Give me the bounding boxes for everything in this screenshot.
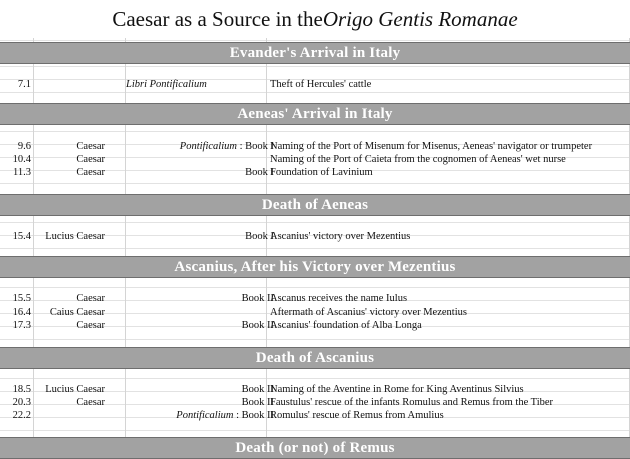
author-cell: Caesar	[76, 167, 105, 178]
table-row	[0, 140, 630, 153]
grid-line	[0, 222, 630, 223]
description-cell: Ascanius' foundation of Alba Longa	[270, 320, 422, 331]
grid-line	[0, 92, 630, 93]
author-cell: Lucius Caesar	[45, 231, 105, 242]
ref-cell: 20.3	[12, 397, 31, 408]
author-cell: Caius Caesar	[49, 307, 105, 318]
title-italic: Origo Gentis Romanae	[322, 6, 518, 31]
ref-cell: 9.6	[17, 141, 31, 152]
table-row	[0, 166, 630, 179]
work-cell	[126, 153, 274, 166]
description-cell: Ascanius' victory over Mezentius	[270, 231, 411, 242]
page-title	[0, 0, 630, 38]
work-plain: Book II	[241, 320, 274, 331]
work-cell	[126, 383, 274, 396]
description-cell: Theft of Hercules' cattle	[270, 79, 372, 90]
grid-line	[0, 378, 630, 379]
author-cell: Caesar	[76, 154, 105, 165]
ref-cell: 15.5	[12, 293, 31, 304]
table-row	[0, 292, 630, 305]
work-cell	[126, 409, 274, 422]
table-row	[0, 230, 630, 243]
grid-line	[0, 131, 630, 132]
author-cell: Caesar	[76, 293, 105, 304]
table-row	[0, 383, 630, 396]
ref-cell: 16.4	[12, 307, 31, 318]
work-plain: : Book II	[233, 410, 274, 421]
title-main: Caesar as a Source in the	[112, 6, 323, 31]
description-cell: Romulus' rescue of Remus from Amulius	[270, 410, 444, 421]
ref-cell: 22.2	[12, 410, 31, 421]
description-cell: Aftermath of Ascanius' victory over Mezentius	[270, 307, 467, 318]
work-italic: Libri Pontificalium	[126, 79, 207, 90]
section-header: Aeneas' Arrival in Italy	[0, 103, 630, 125]
table-row	[0, 153, 630, 166]
description-cell: Ascanus receives the name Iulus	[270, 293, 408, 304]
ref-cell: 17.3	[12, 320, 31, 331]
grid-line	[0, 287, 630, 288]
section-header: Death of Ascanius	[0, 347, 630, 369]
grid-line	[0, 430, 630, 431]
work-plain: : Book I	[236, 141, 274, 152]
author-cell: Caesar	[76, 320, 105, 331]
description-cell: Naming of the Port of Caieta from the cognomen of Aeneas' wet nurse	[270, 154, 566, 165]
work-plain: Book II	[241, 293, 274, 304]
work-cell	[126, 396, 274, 409]
table-row	[0, 396, 630, 409]
section-header: Death of Aeneas	[0, 194, 630, 216]
grid-line	[0, 248, 630, 249]
author-cell: Caesar	[76, 397, 105, 408]
work-plain: Book I	[245, 231, 274, 242]
work-plain: Book II	[241, 384, 274, 395]
section-header: Ascanius, After his Victory over Mezentius	[0, 256, 630, 278]
work-cell	[126, 166, 274, 179]
grid-line	[0, 40, 630, 41]
work-cell	[126, 292, 274, 305]
ref-cell: 7.1	[17, 79, 31, 90]
work-cell	[126, 78, 274, 91]
ref-cell: 10.4	[12, 154, 31, 165]
ref-cell: 15.4	[12, 231, 31, 242]
work-cell	[126, 230, 274, 243]
grid-line	[0, 183, 630, 184]
work-cell	[126, 140, 274, 153]
table-row	[0, 319, 630, 332]
grid-line	[0, 66, 630, 67]
description-cell: Faustulus' rescue of the infants Romulus and Remus from the Tiber	[270, 397, 554, 408]
work-plain: Book I	[245, 167, 274, 178]
author-cell	[33, 409, 105, 422]
ref-cell: 18.5	[12, 384, 31, 395]
table-row	[0, 78, 630, 91]
work-plain: Book II	[241, 397, 274, 408]
author-cell	[33, 78, 105, 91]
description-cell: Foundation of Lavinium	[270, 167, 373, 178]
ref-cell: 11.3	[13, 167, 31, 178]
work-italic: Pontificalium	[179, 141, 237, 152]
work-italic: Pontificalium	[176, 410, 234, 421]
section-header: Death (or not) of Remus	[0, 437, 630, 459]
table-row	[0, 409, 630, 422]
work-cell	[126, 306, 274, 319]
description-cell: Naming of the Port of Misenum for Misenus, Aeneas' navigator or trumpeter	[270, 141, 593, 152]
grid-line	[0, 339, 630, 340]
author-cell: Lucius Caesar	[45, 384, 105, 395]
author-cell: Caesar	[76, 141, 105, 152]
work-cell	[126, 319, 274, 332]
table-row	[0, 306, 630, 319]
section-header: Evander's Arrival in Italy	[0, 42, 630, 64]
description-cell: Naming of the Aventine in Rome for King Aventinus Silvius	[270, 384, 524, 395]
